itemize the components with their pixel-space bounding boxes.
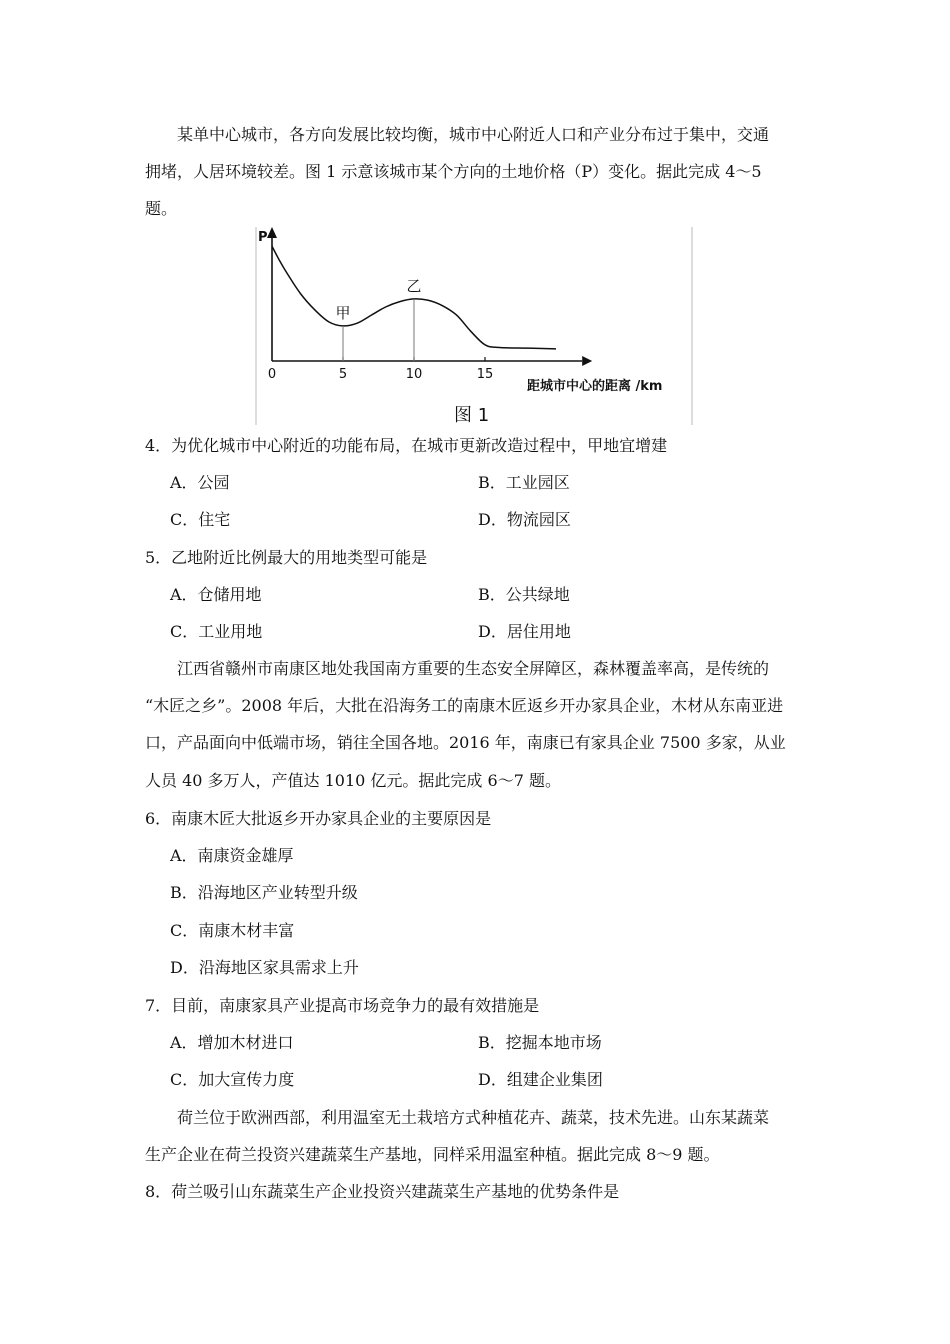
intro3-line-2: 生产企业在荷兰投资兴建蔬菜生产基地，同样采用温室种植。据此完成 8～9 题。 (145, 1145, 720, 1164)
question-7-option-c[interactable]: C．加大宣传力度 (170, 1070, 295, 1089)
x-tick-label-5: 5 (338, 367, 348, 382)
question-5-option-d[interactable]: D．居住用地 (478, 622, 571, 641)
intro1-line-1: 某单中心城市，各方向发展比较均衡，城市中心附近人口和产业分布过于集中，交通 (177, 125, 770, 144)
intro1-line-2: 拥堵，人居环境较差。图 1 示意该城市某个方向的土地价格（P）变化。据此完成 4～5 (145, 162, 762, 181)
intro1-line-3: 题。 (145, 199, 178, 218)
annotation-label-2: 乙 (406, 276, 422, 295)
question-6-option-a[interactable]: A．南康资金雄厚 (170, 846, 294, 865)
question-6-stem: 6．南康木匠大批返乡开办家具企业的主要原因是 (145, 809, 492, 828)
question-7-stem: 7．目前，南康家具产业提高市场竞争力的最有效措施是 (145, 996, 540, 1015)
intro3-line-1: 荷兰位于欧洲西部，利用温室无土栽培方式种植花卉、蔬菜，技术先进。山东某蔬菜 (177, 1108, 770, 1127)
intro2-line-4: 人员 40 多万人，产值达 1010 亿元。据此完成 6～7 题。 (145, 771, 561, 790)
question-8-stem: 8．荷兰吸引山东蔬菜生产企业投资兴建蔬菜生产基地的优势条件是 (145, 1182, 620, 1201)
question-4-option-a[interactable]: A．公园 (170, 473, 230, 492)
figure-title: 图 1 (454, 405, 490, 426)
x-axis-label: 距城市中心的距离 /km (527, 379, 663, 394)
y-axis-label: P (258, 230, 268, 245)
intro2-line-2: “木匠之乡”。2008 年后，大批在沿海务工的南康木匠返乡开办家具企业，木材从东南亚进 (145, 696, 784, 715)
question-4-option-b[interactable]: B．工业园区 (478, 473, 570, 492)
question-5-option-a[interactable]: A．仓储用地 (170, 585, 262, 604)
question-4-option-c[interactable]: C．住宅 (170, 510, 231, 529)
figure-1-land-price-chart (254, 225, 694, 430)
question-5-stem: 5．乙地附近比例最大的用地类型可能是 (145, 548, 428, 567)
x-tick-label-0: 0 (267, 367, 277, 382)
question-6-option-d[interactable]: D．沿海地区家具需求上升 (170, 958, 359, 977)
chart-svg (254, 225, 694, 430)
y-axis-arrow (267, 227, 277, 238)
question-7-option-b[interactable]: B．挖掘本地市场 (478, 1033, 602, 1052)
annotation-label-1: 甲 (335, 303, 351, 322)
question-4-stem: 4．为优化城市中心附近的功能布局，在城市更新改造过程中，甲地宜增建 (145, 436, 668, 455)
intro2-line-1: 江西省赣州市南康区地处我国南方重要的生态安全屏障区，森林覆盖率高，是传统的 (177, 659, 770, 678)
x-axis-arrow (582, 356, 592, 366)
x-tick-label-10: 10 (405, 367, 423, 382)
question-6-option-c[interactable]: C．南康木材丰富 (170, 921, 295, 940)
intro2-line-3: 口，产品面向中低端市场，销往全国各地。2016 年，南康已有家具企业 7500 多家，从业 (145, 733, 786, 752)
question-6-option-b[interactable]: B．沿海地区产业转型升级 (170, 883, 358, 902)
question-7-option-d[interactable]: D．组建企业集团 (478, 1070, 603, 1089)
x-tick-label-15: 15 (476, 367, 494, 382)
question-7-option-a[interactable]: A．增加木材进口 (170, 1033, 294, 1052)
question-4-option-d[interactable]: D．物流园区 (478, 510, 571, 529)
question-5-option-b[interactable]: B．公共绿地 (478, 585, 570, 604)
question-5-option-c[interactable]: C．工业用地 (170, 622, 263, 641)
